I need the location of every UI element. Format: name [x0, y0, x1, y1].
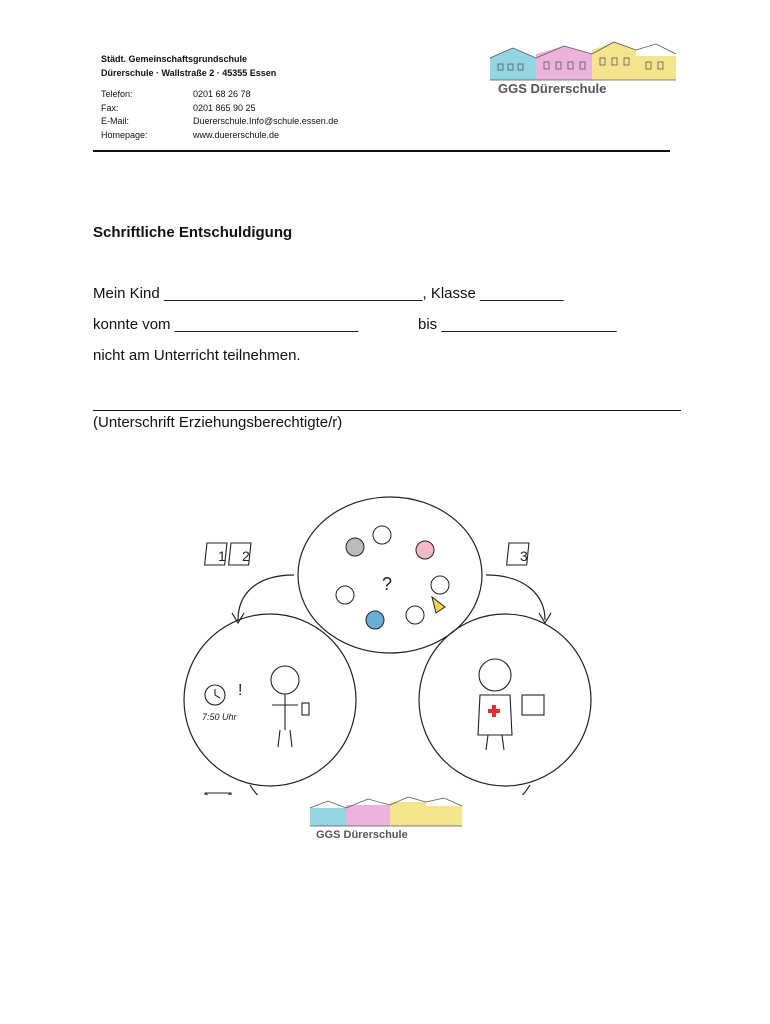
form-line-to-date: bis _____________________: [418, 316, 617, 333]
school-building-logo-icon: [486, 40, 686, 100]
contact-row-homepage: [101, 129, 338, 143]
parent-phone-circle: [184, 614, 356, 786]
contact-value: 0201 865 90 25: [193, 102, 256, 113]
school-logo-small: [308, 796, 468, 847]
contact-label: Telefon:: [101, 89, 133, 99]
school-logo: [486, 40, 686, 105]
question-mark: ?: [382, 574, 393, 594]
contact-row-email: [101, 115, 338, 129]
contact-value: 0201 68 26 78: [193, 89, 251, 99]
school-name: [101, 52, 276, 80]
step-label-1: 1: [218, 548, 226, 564]
contact-label: Fax:: [101, 102, 119, 113]
step-label-2: 2: [242, 548, 250, 564]
school-building-logo-small-icon: [308, 796, 468, 842]
form-line-from-date: konnte vom ______________________: [93, 316, 359, 333]
contact-row-phone: [101, 88, 338, 102]
doctor-circle: [419, 614, 591, 786]
signature-label: (Unterschrift Erziehungsberechtigte/r): [93, 414, 343, 431]
form-line-absence-text: nicht am Unterricht teilnehmen.: [93, 347, 301, 364]
procedure-illustration: [160, 495, 620, 800]
logo-text-small: GGS Dürerschule: [316, 829, 408, 841]
logo-text: GGS Dürerschule: [498, 81, 607, 96]
procedure-drawing-icon: [160, 495, 620, 795]
school-address-line: Dürerschule · Wallstraße 2 · 45355 Essen: [101, 68, 277, 78]
form-line-child-class: Mein Kind _______________________________, Klasse __________: [93, 285, 564, 302]
header-divider: [93, 150, 670, 152]
contact-value: www.duererschule.de: [193, 129, 280, 140]
document-title: Schriftliche Entschuldigung: [93, 224, 293, 241]
step-label-3: 3: [520, 548, 528, 564]
clock-time-label: 7:50 Uhr: [202, 712, 237, 722]
contact-label: Homepage:: [101, 129, 148, 140]
exclamation-mark: !: [238, 682, 243, 699]
signature-line: [93, 410, 681, 411]
contact-row-fax: [101, 102, 338, 116]
contact-label: E-Mail:: [101, 116, 130, 126]
contact-block: [101, 88, 338, 142]
contact-value: Duererschule.Info@schule.essen.de: [193, 116, 339, 126]
school-name-line1: Städt. Gemeinschaftsgrundschule: [101, 54, 248, 64]
